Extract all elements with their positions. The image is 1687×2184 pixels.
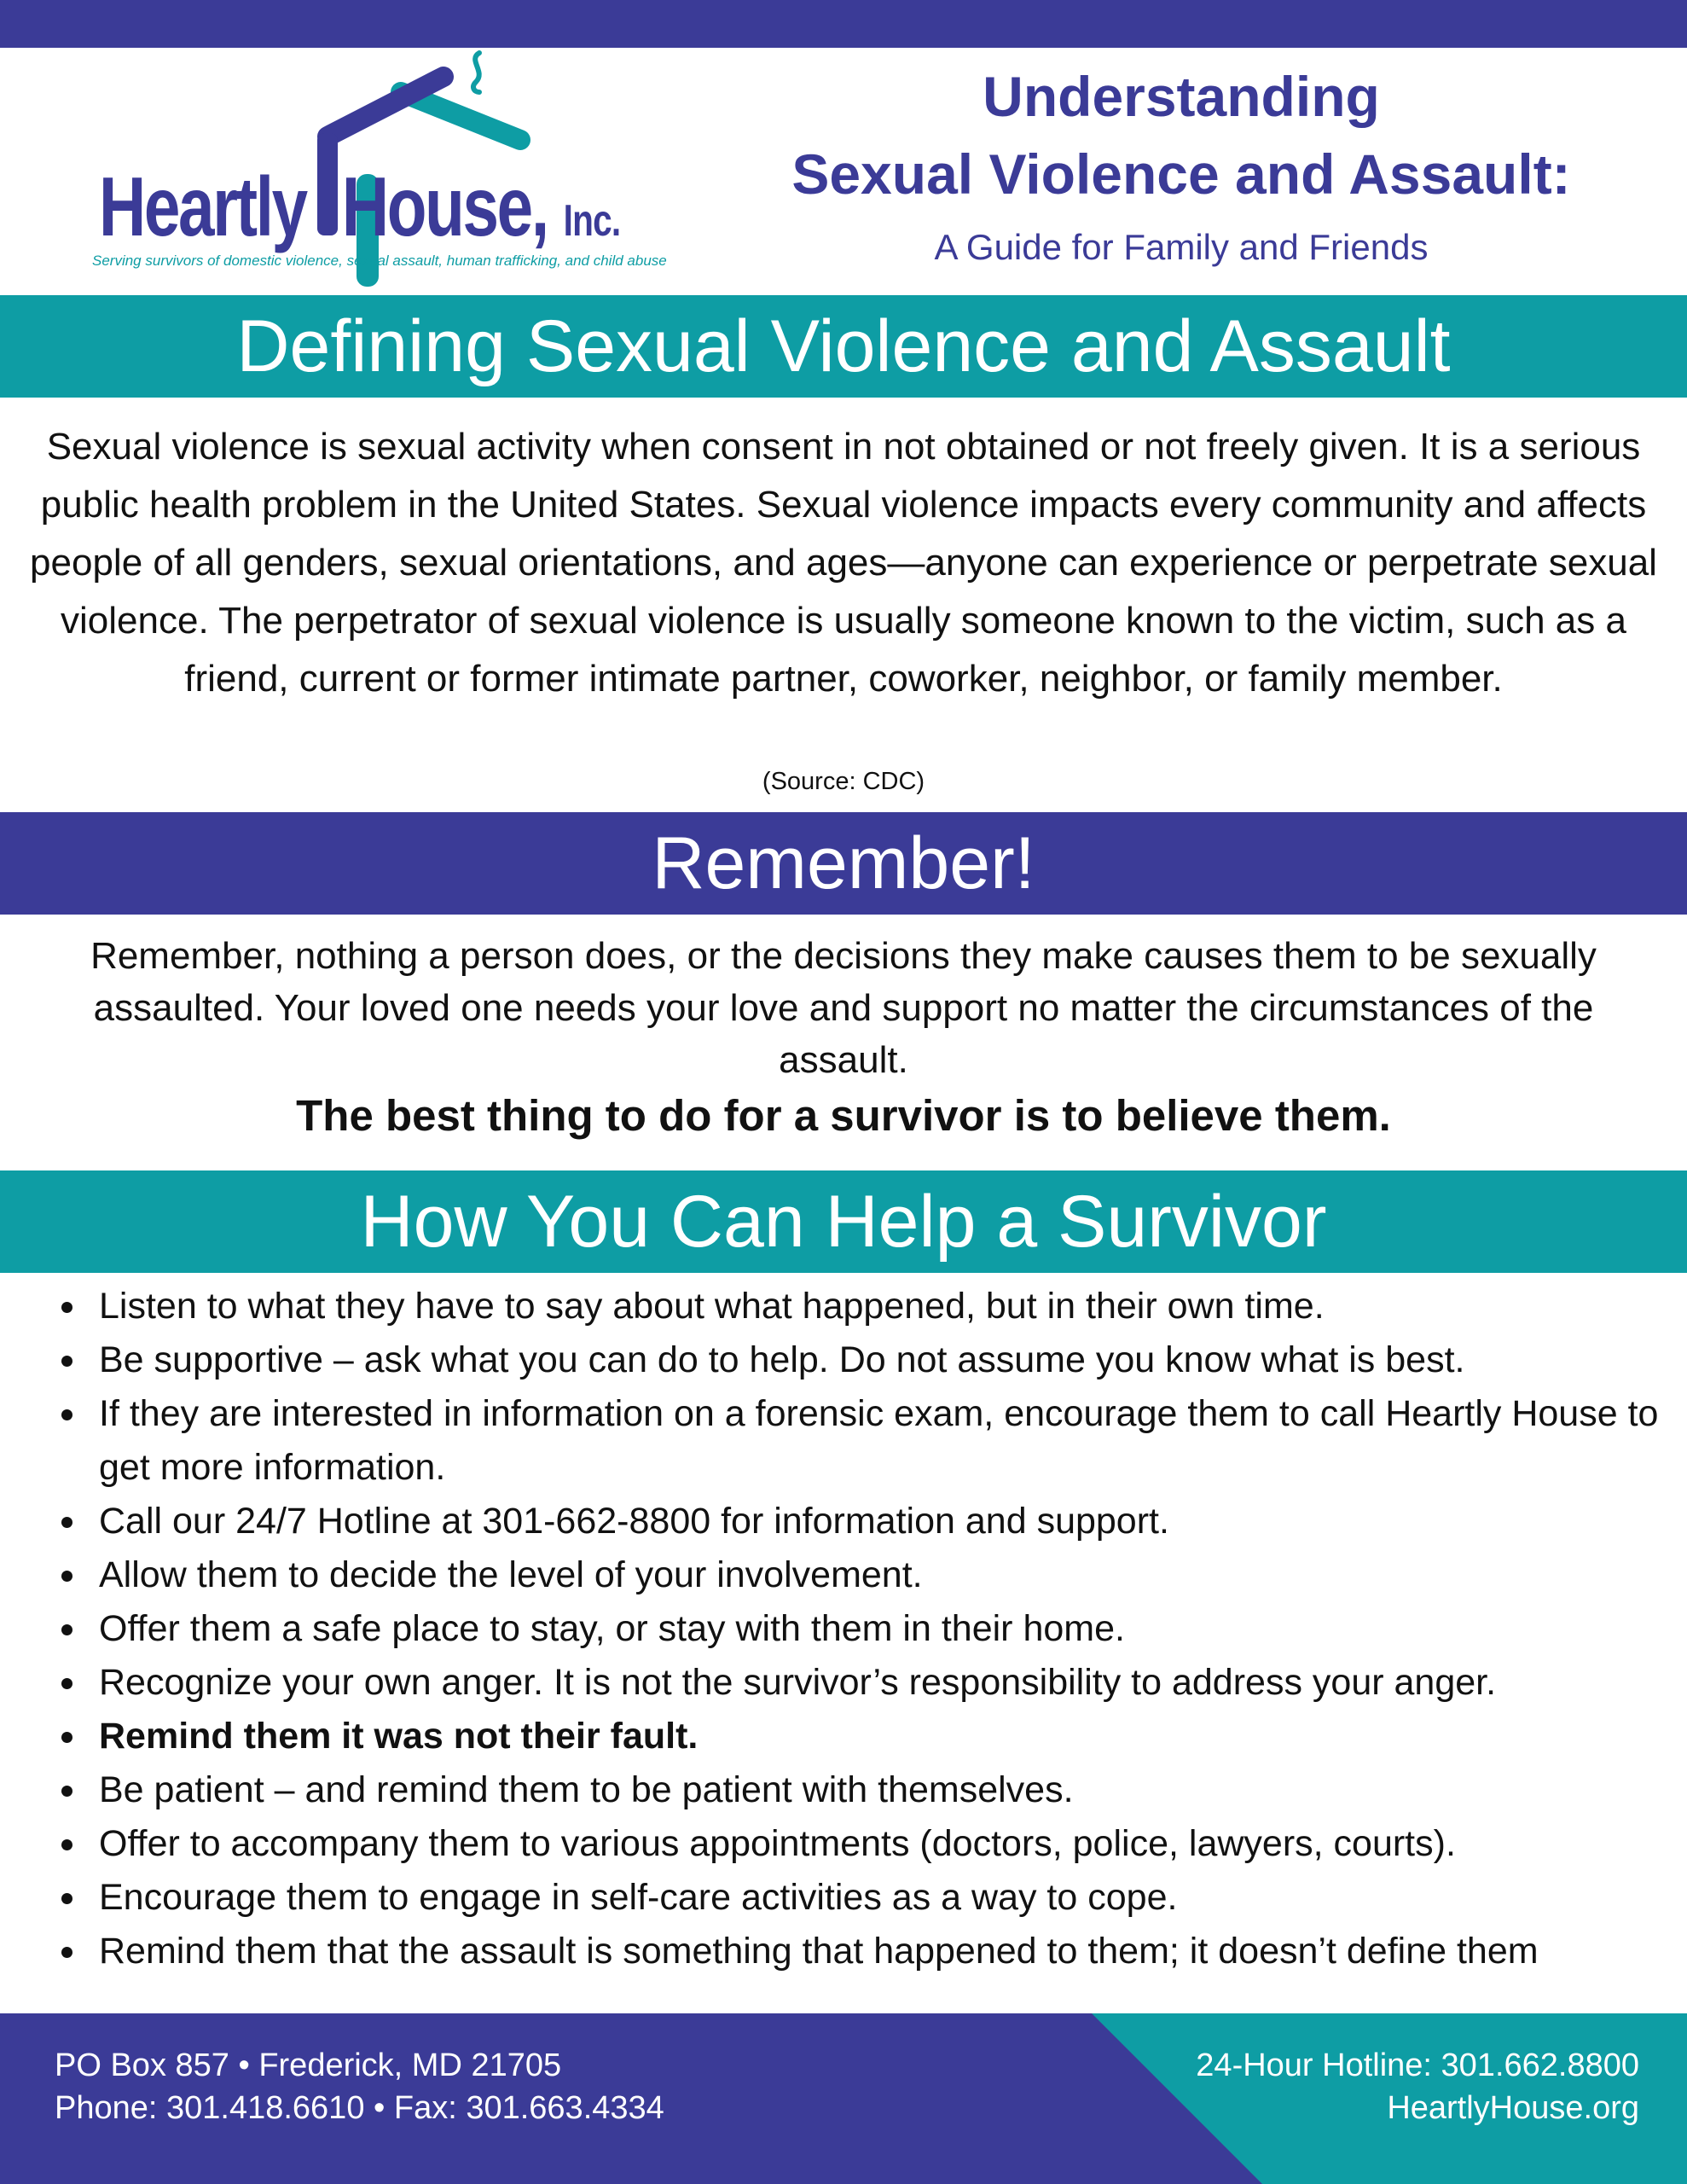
list-item: Encourage them to engage in self-care activities as a way to cope. — [61, 1871, 1673, 1925]
logo-tagline: Serving survivors of domestic violence, sexual assault, human trafficking, and child abuse — [92, 253, 667, 269]
list-item: Recognize your own anger. It is not the survivor’s responsibility to address your anger. — [61, 1656, 1673, 1710]
list-item: If they are interested in information on a forensic exam, encourage them to call Heartly House to get more information. — [61, 1387, 1673, 1495]
document-subtitle: A Guide for Family and Friends — [934, 227, 1429, 267]
section-heading-help: How You Can Help a Survivor — [0, 1170, 1687, 1273]
page-header — [0, 48, 1687, 295]
list-item: Remind them that the assault is something that happened to them; it doesn’t define them — [61, 1925, 1673, 1978]
document-title — [733, 60, 1629, 275]
list-item: Allow them to decide the level of your involvement. — [61, 1548, 1673, 1602]
top-accent-bar — [0, 0, 1687, 48]
defining-paragraph: Sexual violence is sexual activity when consent in not obtained or not freely given. It is a serious public health problem in the United States. Sexual violence impacts every community and affects people of all genders, sexual orientations, and ages—anyone can experience or perpetrate sexual violence. The perpetrator of sexual violence is usually someone known to the victim, such as a friend, current or former intimate partner, coworker, neighbor, or family member. — [30, 426, 1657, 700]
list-item: Call our 24/7 Hotline at 301-662-8800 for information and support. — [61, 1495, 1673, 1548]
remember-emphasis: The best thing to do for a survivor is to believe them. — [296, 1091, 1391, 1140]
footer-hotline: 24-Hour Hotline: 301.662.8800 — [1196, 2048, 1639, 2083]
heartly-house-logo — [85, 48, 682, 295]
list-item: Remind them it was not their fault. — [61, 1710, 1673, 1763]
footer-phone-fax: Phone: 301.418.6610 • Fax: 301.663.4334 — [55, 2090, 664, 2126]
page-footer — [0, 2013, 1687, 2184]
footer-website-link[interactable]: HeartlyHouse.org — [1387, 2090, 1639, 2126]
list-item: Listen to what they have to say about what happened, but in their own time. — [61, 1280, 1673, 1333]
list-item: Offer them a safe place to stay, or stay with them in their home. — [61, 1602, 1673, 1656]
footer-hotline-block — [1196, 2044, 1639, 2129]
list-item: Be supportive – ask what you can do to help. Do not assume you know what is best. — [61, 1333, 1673, 1387]
title-line-2: Sexual Violence and Assault: — [791, 142, 1571, 206]
list-item: Offer to accompany them to various appointments (doctors, police, lawyers, courts). — [61, 1817, 1673, 1871]
section-heading-remember: Remember! — [0, 812, 1687, 915]
help-list — [61, 1280, 1673, 1978]
section-heading-defining: Defining Sexual Violence and Assault — [0, 295, 1687, 398]
remember-paragraph: Remember, nothing a person does, or the decisions they make causes them to be sexually assaulted. Your loved one needs your love and support no matter the circumstances of the assault. — [90, 935, 1597, 1081]
source-citation: (Source: CDC) — [762, 768, 925, 795]
footer-contact — [55, 2044, 664, 2129]
footer-address: PO Box 857 • Frederick, MD 21705 — [55, 2048, 562, 2083]
logo-wordmark: Heartly House, Inc. — [99, 160, 621, 253]
list-item: Be patient – and remind them to be patient with themselves. — [61, 1763, 1673, 1817]
title-line-1: Understanding — [983, 65, 1380, 128]
